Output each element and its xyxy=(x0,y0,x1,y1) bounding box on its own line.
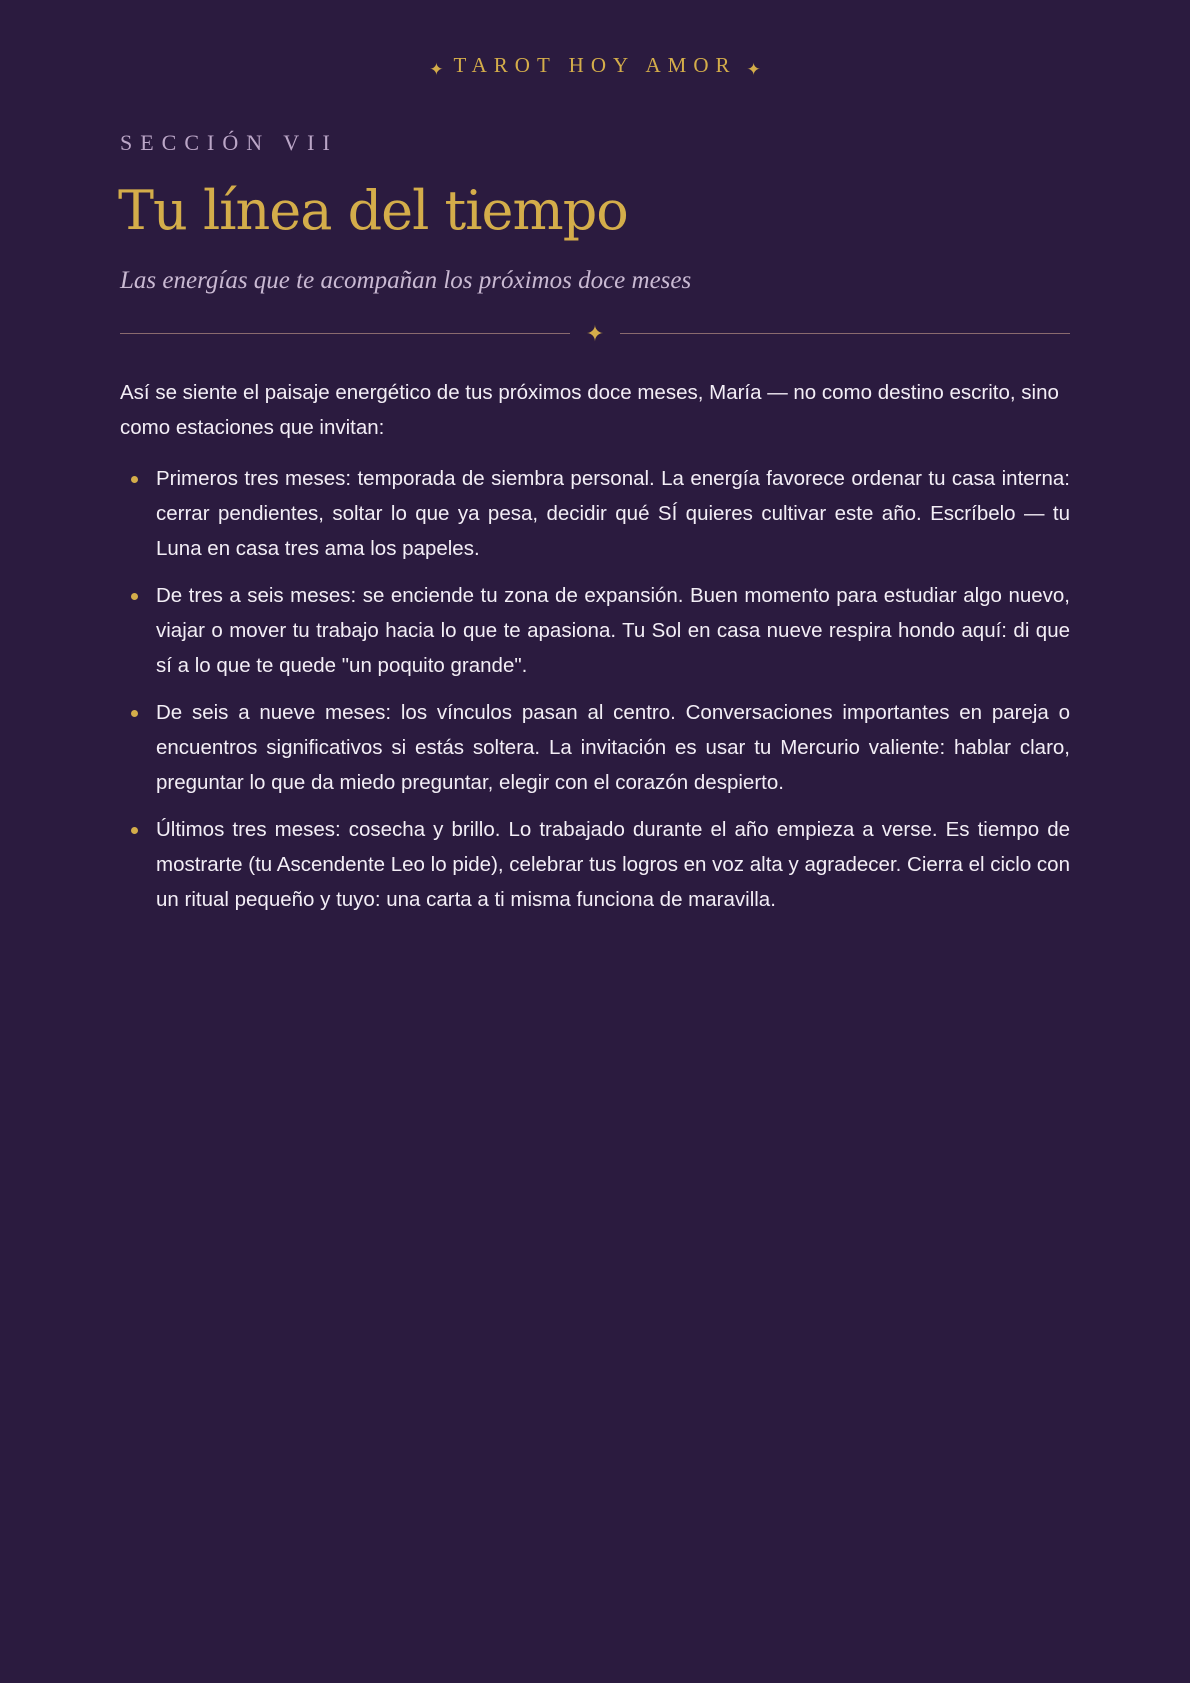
page-title: Tu línea del tiempo xyxy=(118,179,628,242)
list-item xyxy=(120,812,1070,917)
list-item-text: Primeros tres meses: temporada de siembra personal. La energía favorece ordenar tu casa interna: cerrar pendientes, soltar lo que ya pesa, decidir qué SÍ quieres cultivar este año. Escríbelo — tu Luna en casa tres ama los papeles. xyxy=(156,467,1070,560)
bullet-dot-icon xyxy=(131,476,138,483)
section-label: SECCIÓN VII xyxy=(120,130,338,155)
bullet-dot-icon xyxy=(131,593,138,600)
divider-line-right xyxy=(620,333,1070,334)
list-item xyxy=(120,461,1070,566)
bullet-dot-icon xyxy=(131,710,138,717)
list-item-text: De seis a nueve meses: los vínculos pasan al centro. Conversaciones importantes en pareja o encuentros significativos si estás soltera. La invitación es usar tu Mercurio valiente: hablar claro, preguntar lo que da miedo preguntar, elegir con el corazón despierto. xyxy=(156,701,1070,794)
page-subtitle: Las energías que te acompañan los próximos doce meses xyxy=(120,267,692,294)
brand-header xyxy=(0,52,1190,80)
bullet-dot-icon xyxy=(131,827,138,834)
list-item-text: De tres a seis meses: se enciende tu zona de expansión. Buen momento para estudiar algo nuevo, viajar o mover tu trabajo hacia lo que te apasiona. Tu Sol en casa nueve respira hondo aquí: di que sí a lo que te quede "un poquito grande". xyxy=(156,584,1070,677)
sparkle-divider-icon: ✦ xyxy=(585,321,605,346)
sparkle-left-icon: ✦ xyxy=(429,60,444,80)
list-item-text: Últimos tres meses: cosecha y brillo. Lo trabajado durante el año empieza a verse. Es tiempo de mostrarte (tu Ascendente Leo lo pide), celebrar tus logros en voz alta y agradecer. Cierra el ciclo con un ritual pequeño y tuyo: una carta a ti misma funciona de maravilla. xyxy=(156,818,1070,911)
divider-line-left xyxy=(120,333,570,334)
sparkle-right-icon: ✦ xyxy=(746,60,761,80)
list-item xyxy=(120,695,1070,800)
list-item xyxy=(120,578,1070,683)
ornamental-divider xyxy=(120,322,1070,346)
timeline-list xyxy=(120,461,1070,929)
brand-name: TAROT HOY AMOR xyxy=(453,53,737,77)
intro-paragraph: Así se siente el paisaje energético de tus próximos doce meses, María — no como destino escrito, sino como estaciones que invitan: xyxy=(120,381,1059,439)
